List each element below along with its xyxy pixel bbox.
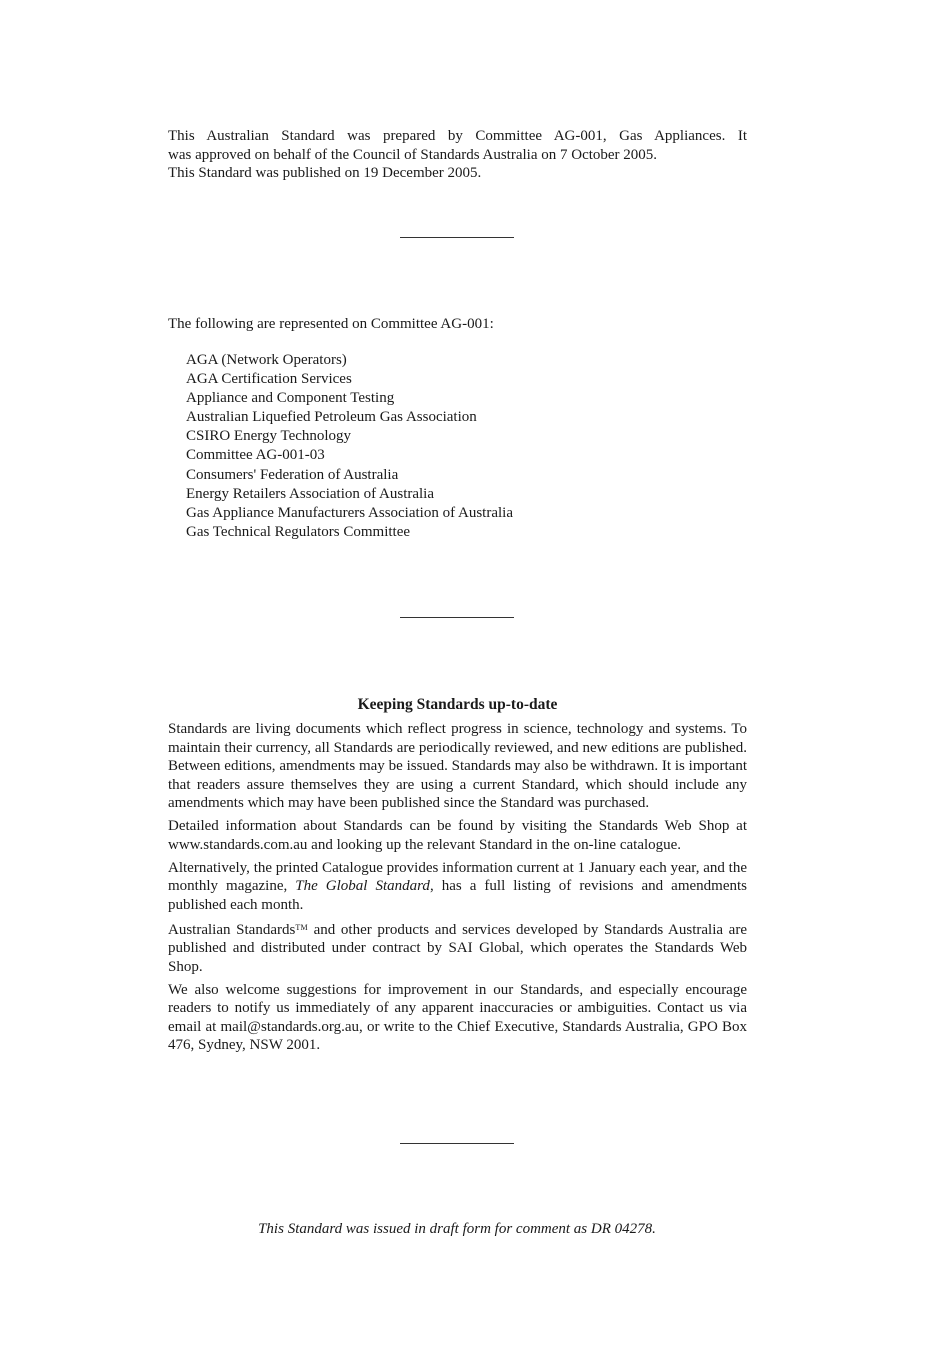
committee-member: Consumers' Federation of Australia: [186, 466, 399, 483]
committee-member-list: [186, 351, 513, 542]
keeping-standards-body: [168, 720, 747, 1059]
sai-global-text: and other products and services developed by Standards Australia are published and distributed under contract by SAI Global, which operates the Standards Web Shop.: [168, 921, 747, 975]
paragraph-sai-global: [168, 919, 747, 977]
committee-member: Committee AG-001-03: [186, 447, 325, 464]
paragraph-catalogue: [168, 859, 747, 915]
preparation-line-2: was approved on behalf of the Council of Standards Australia on 7 October 2005.: [168, 146, 658, 163]
section-divider-3: [400, 1143, 514, 1144]
paragraph-living-documents: Standards are living documents which reflect progress in science, technology and systems. To maintain their currency, all Standards are periodically reviewed, and new editions are published. Between editions, amendments may be issued. Standards may also be withdrawn. It is important that readers assure themselves they are using a current Standard, which should include any amendments which may have been published since the Standard was purchased.: [168, 721, 747, 811]
committee-representation-heading: The following are represented on Committee AG-001:: [168, 316, 494, 332]
preparation-line-3: This Standard was published on 19 December 2005.: [168, 165, 482, 181]
preparation-statement: [168, 127, 747, 183]
committee-member: Australian Liquefied Petroleum Gas Association: [186, 409, 477, 426]
committee-member: Energy Retailers Association of Australia: [186, 485, 435, 502]
section-divider-2: [400, 617, 514, 618]
committee-member: Appliance and Component Testing: [186, 390, 395, 407]
committee-member: AGA (Network Operators): [186, 352, 347, 368]
committee-member: CSIRO Energy Technology: [186, 428, 352, 445]
committee-member: Gas Appliance Manufacturers Association of Australia: [186, 504, 513, 521]
catalogue-text-start: Alternatively, the printed Catalogue provides information current at 1 January each year, and the monthly magazine,: [168, 859, 747, 894]
trademark-mark: TM: [295, 922, 308, 932]
committee-member: Gas Technical Regulators Committee: [186, 523, 411, 540]
keeping-standards-title: Keeping Standards up-to-date: [357, 696, 558, 713]
global-standard-title: The Global Standard: [295, 878, 430, 894]
catalogue-text-end: , has a full listing of revisions and amendments published each month.: [168, 878, 747, 913]
australian-standards-text: Australian Standards: [168, 921, 296, 938]
draft-issue-note: This Standard was issued in draft form for comment as DR 04278.: [258, 1221, 656, 1237]
paragraph-suggestions: We also welcome suggestions for improvement in our Standards, and especially encourage readers to notify us immediately of any apparent inaccuracies or ambiguities. Contact us via email at mail@standards.org.au, or write to the Chief Executive, Standards Australia, GPO Box 476, Sydney, NSW 2001.: [168, 981, 747, 1053]
committee-member: AGA Certification Services: [186, 371, 352, 388]
paragraph-web-shop: Detailed information about Standards can be found by visiting the Standards Web Shop at www.standards.com.au and looking up the relevant Standard in the on-line catalogue.: [168, 818, 747, 853]
section-divider-1: [400, 237, 514, 238]
preparation-line-1: This Australian Standard was prepared by Committee AG-001, Gas Appliances. It: [168, 128, 747, 144]
